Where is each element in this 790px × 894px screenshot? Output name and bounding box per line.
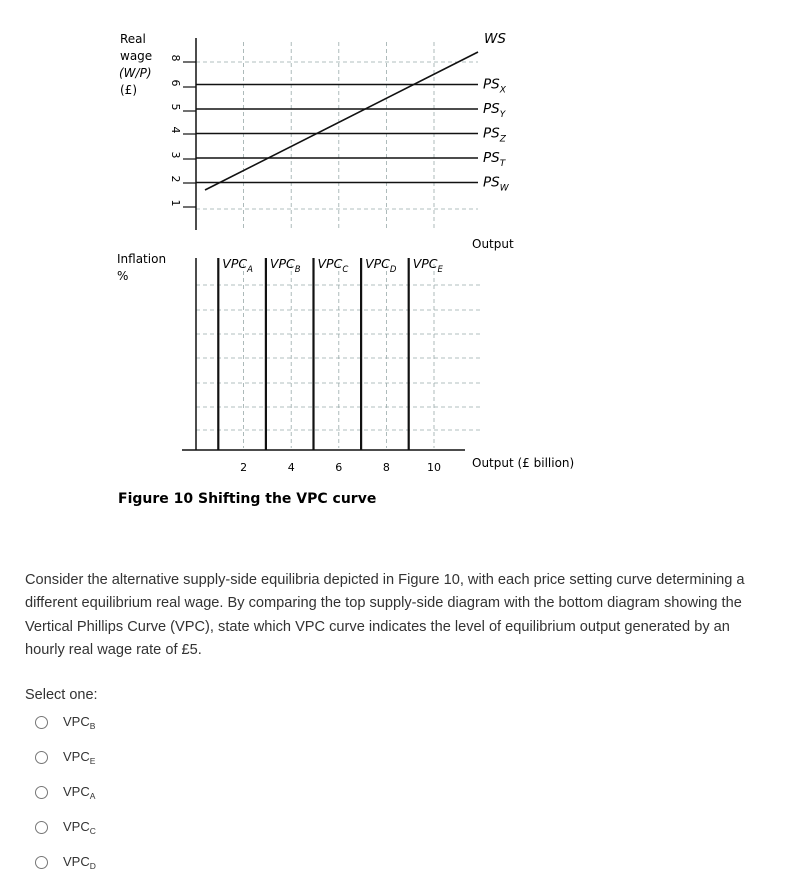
top-y-label-line-4: (£) — [120, 83, 137, 97]
x-tick-label: 10 — [427, 461, 441, 474]
top-y-label-line-2: wage — [120, 49, 153, 63]
y-tick-label: 1 — [169, 199, 182, 207]
y-tick-label: 4 — [169, 126, 182, 134]
ws-curve-label: WS — [484, 31, 506, 47]
option-2[interactable] — [35, 746, 95, 768]
option-label: $VPC_C$ — [63, 818, 96, 836]
radio-icon[interactable] — [35, 786, 48, 799]
bottom-x-ticks — [240, 461, 441, 474]
vpc-label: $VPC_C$ — [317, 256, 349, 275]
option-5[interactable] — [35, 851, 96, 873]
y-tick-label: 8 — [169, 54, 182, 62]
y-tick-label: 6 — [169, 79, 182, 87]
ps-curve-label: $PS_Y$ — [483, 101, 506, 120]
radio-icon[interactable] — [35, 751, 48, 764]
top-x-axis-label: Output — [472, 237, 514, 251]
top-y-label-line-1: Real — [120, 32, 146, 46]
select-one-prompt: Select one: — [25, 687, 98, 703]
figure-caption: Figure 10 Shifting the VPC curve — [118, 491, 377, 507]
top-y-ticks — [169, 55, 196, 208]
ps-curve-label: $PS_Z$ — [483, 125, 506, 145]
option-label: $VPC_A$ — [63, 783, 96, 801]
vpc-label: $VPC_A$ — [222, 256, 253, 275]
radio-icon[interactable] — [35, 821, 48, 834]
option-label: $VPC_D$ — [63, 853, 96, 871]
question-text: Consider the alternative supply-side equilibria depicted in Figure 10, with each price setting curve determining a different equilibrium real wage. By comparing the top supply-side diagram with the bottom diagram showing the Vertical Phillips Curve (VPC), state which VPC curve indicates the level of equilibrium output generated by an hourly real wage rate of £5. — [25, 572, 745, 658]
radio-icon[interactable] — [35, 856, 48, 869]
ws-curve — [205, 52, 478, 190]
gridlines — [196, 42, 480, 448]
top-y-label-line-3: (W/P) — [119, 66, 152, 80]
price-setting-curves — [196, 77, 510, 194]
vpc-label: $VPC_B$ — [269, 256, 301, 275]
x-tick-label: 2 — [240, 461, 248, 474]
option-label: $VPC_B$ — [63, 713, 96, 731]
radio-icon[interactable] — [35, 716, 48, 729]
ps-curve-label: $PS_W$ — [483, 174, 509, 194]
option-label: $VPC_E$ — [63, 748, 96, 766]
bottom-y-label-line-2: % — [117, 269, 129, 283]
vpc-label: $VPC_E$ — [412, 256, 443, 275]
option-3[interactable] — [35, 781, 95, 803]
x-tick-label: 4 — [287, 461, 295, 474]
x-tick-label: 8 — [382, 461, 390, 474]
bottom-x-axis-label: Output (£ billion) — [472, 456, 575, 470]
y-tick-label: 5 — [169, 103, 182, 111]
option-1[interactable] — [35, 711, 95, 733]
ps-curve-label: $PS_T$ — [483, 150, 506, 169]
bottom-y-label-line-1: Inflation — [117, 252, 167, 266]
option-4[interactable] — [35, 816, 96, 838]
y-tick-label: 2 — [169, 175, 182, 183]
y-tick-label: 3 — [169, 151, 182, 159]
ps-curve-label: $PS_X$ — [483, 76, 506, 96]
vpc-label: $VPC_D$ — [365, 256, 397, 275]
x-tick-label: 6 — [335, 461, 343, 474]
